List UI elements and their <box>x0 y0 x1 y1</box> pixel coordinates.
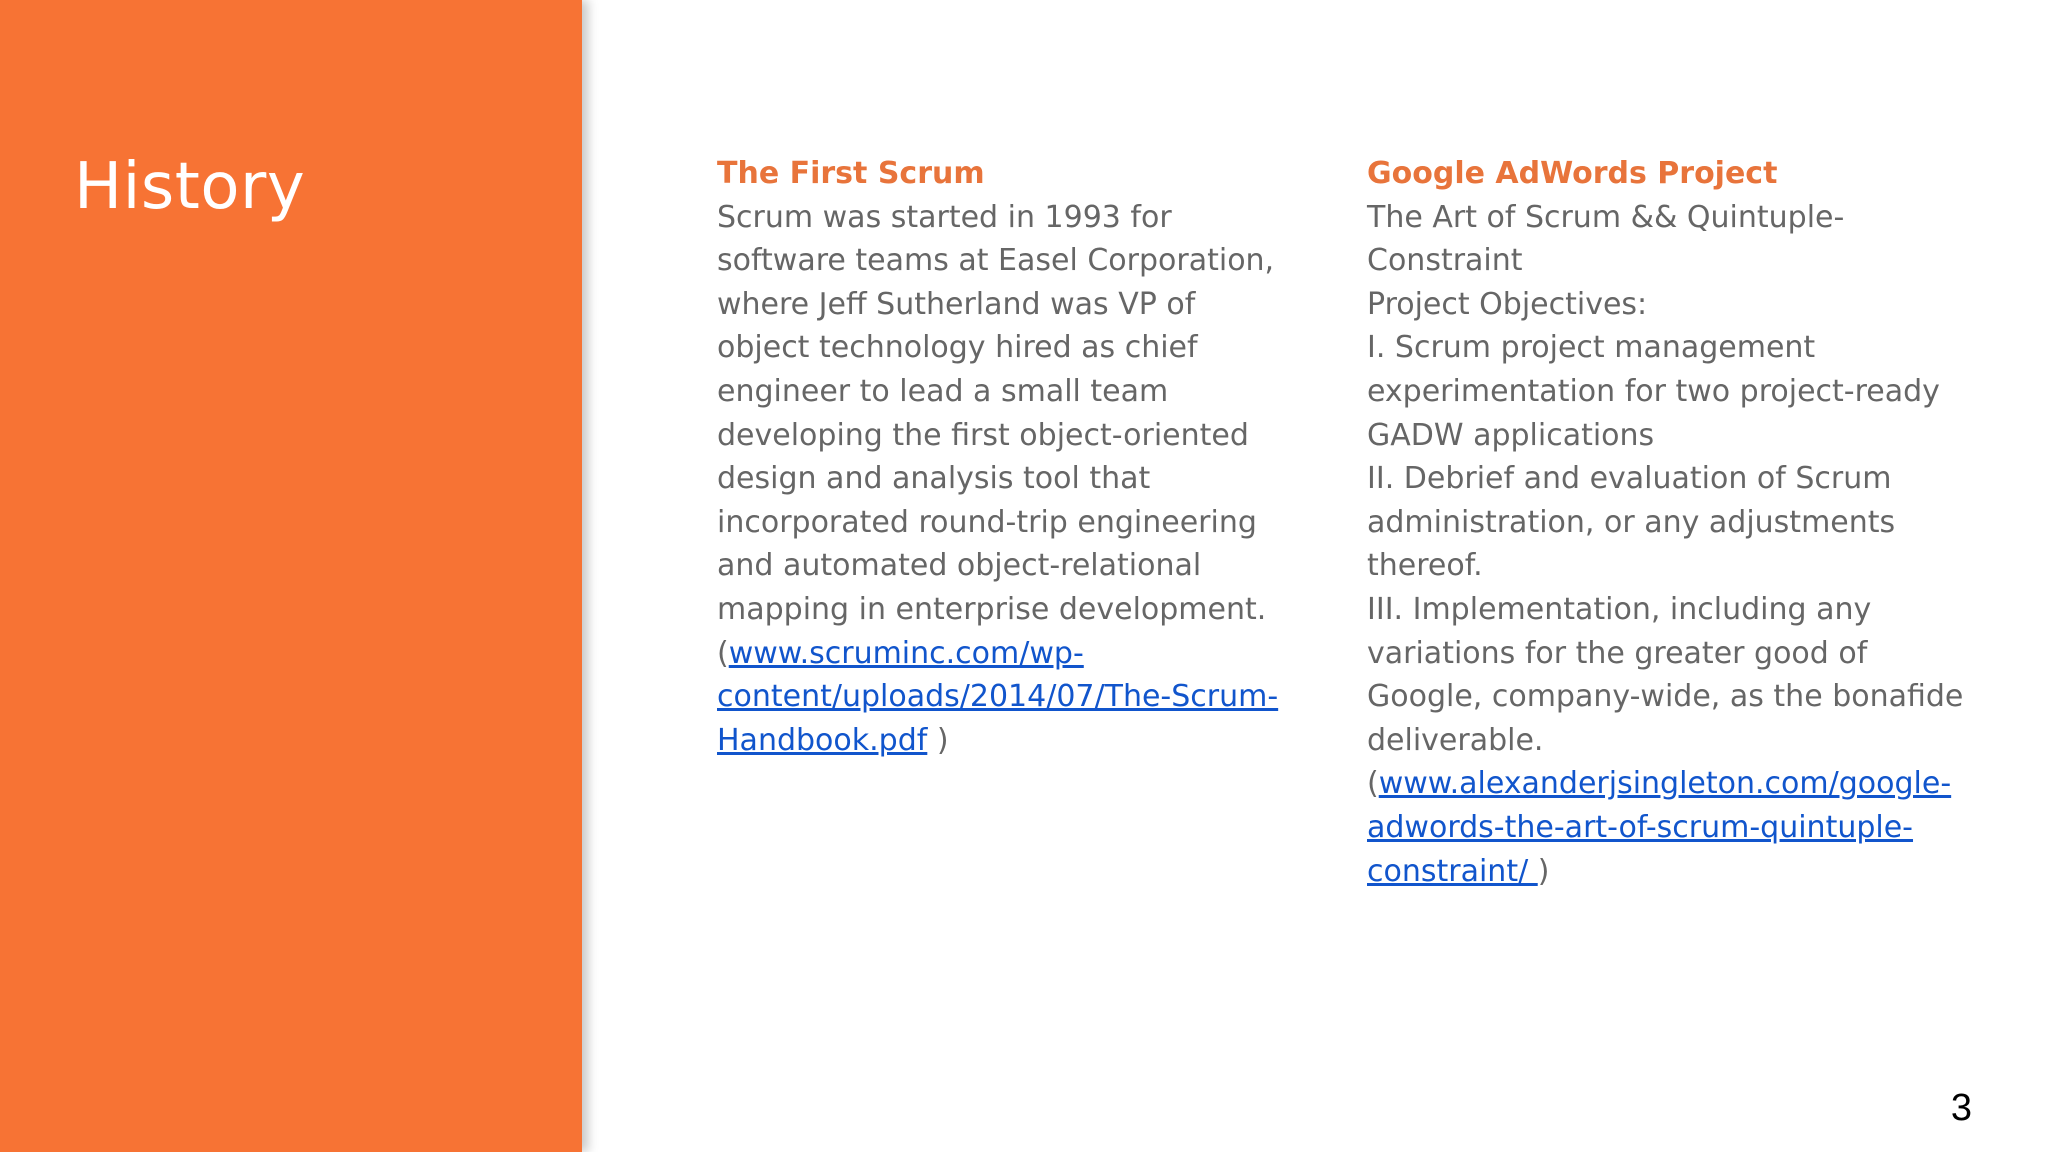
body-line: Scrum was started in 1993 for <box>717 199 1172 235</box>
body-line: variations for the greater good of <box>1367 635 1868 671</box>
body-line: object technology hired as chief <box>717 330 1198 366</box>
adwords-link-part-1[interactable]: www.alexanderjsingleton.com/google- <box>1378 766 1952 802</box>
body-line: GADW applications <box>1367 417 1655 453</box>
title-panel <box>0 0 582 1152</box>
body-line: developing the first object-oriented <box>717 417 1249 453</box>
scrum-handbook-link-part-3[interactable]: Handbook.pdf <box>717 722 928 758</box>
adwords-link-part-2[interactable]: adwords-the-art-of-scrum-quintuple- <box>1367 809 1914 845</box>
body-line: The Art of Scrum && Quintuple- <box>1367 199 1845 235</box>
body-line: deliverable. <box>1367 722 1544 758</box>
body-line: III. Implementation, including any <box>1367 591 1872 627</box>
body-line: II. Debrief and evaluation of Scrum <box>1367 461 1892 497</box>
first-scrum-column <box>717 152 1297 762</box>
adwords-project-column <box>1367 152 1987 893</box>
body-line: Google, company-wide, as the bonafide <box>1367 679 1964 715</box>
adwords-project-heading: Google AdWords Project <box>1367 156 1778 191</box>
body-line: engineer to lead a small team <box>717 373 1169 409</box>
body-line: Constraint <box>1367 243 1523 279</box>
scrum-handbook-link-part-2[interactable]: content/uploads/2014/07/The-Scrum- <box>717 679 1279 715</box>
body-line: I. Scrum project management <box>1367 330 1816 366</box>
open-paren: ( <box>717 635 729 671</box>
body-line: incorporated round-trip engineering <box>717 504 1257 540</box>
body-line: software teams at Easel Corporation, <box>717 243 1275 279</box>
body-line: design and analysis tool that <box>717 461 1151 497</box>
adwords-link-part-3[interactable]: constraint/ <box>1367 853 1538 889</box>
first-scrum-heading: The First Scrum <box>717 156 985 191</box>
body-line: experimentation for two project-ready <box>1367 373 1940 409</box>
open-paren: ( <box>1367 766 1379 802</box>
scrum-handbook-link-part-1[interactable]: www.scruminc.com/wp- <box>728 635 1084 671</box>
page-number: 3 <box>1950 1087 1972 1129</box>
body-line: administration, or any adjustments <box>1367 504 1896 540</box>
body-line: Project Objectives: <box>1367 286 1648 322</box>
body-line: thereof. <box>1367 548 1483 584</box>
body-line: mapping in enterprise development. <box>717 591 1267 627</box>
close-paren: ) <box>1537 853 1550 889</box>
slide-title: History <box>74 150 306 224</box>
body-line: where Jeff Sutherland was VP of <box>717 286 1196 322</box>
close-paren: ) <box>927 722 949 758</box>
body-line: and automated object-relational <box>717 548 1202 584</box>
scrum-handbook-reference <box>717 632 1297 676</box>
adwords-reference <box>1367 762 1987 806</box>
